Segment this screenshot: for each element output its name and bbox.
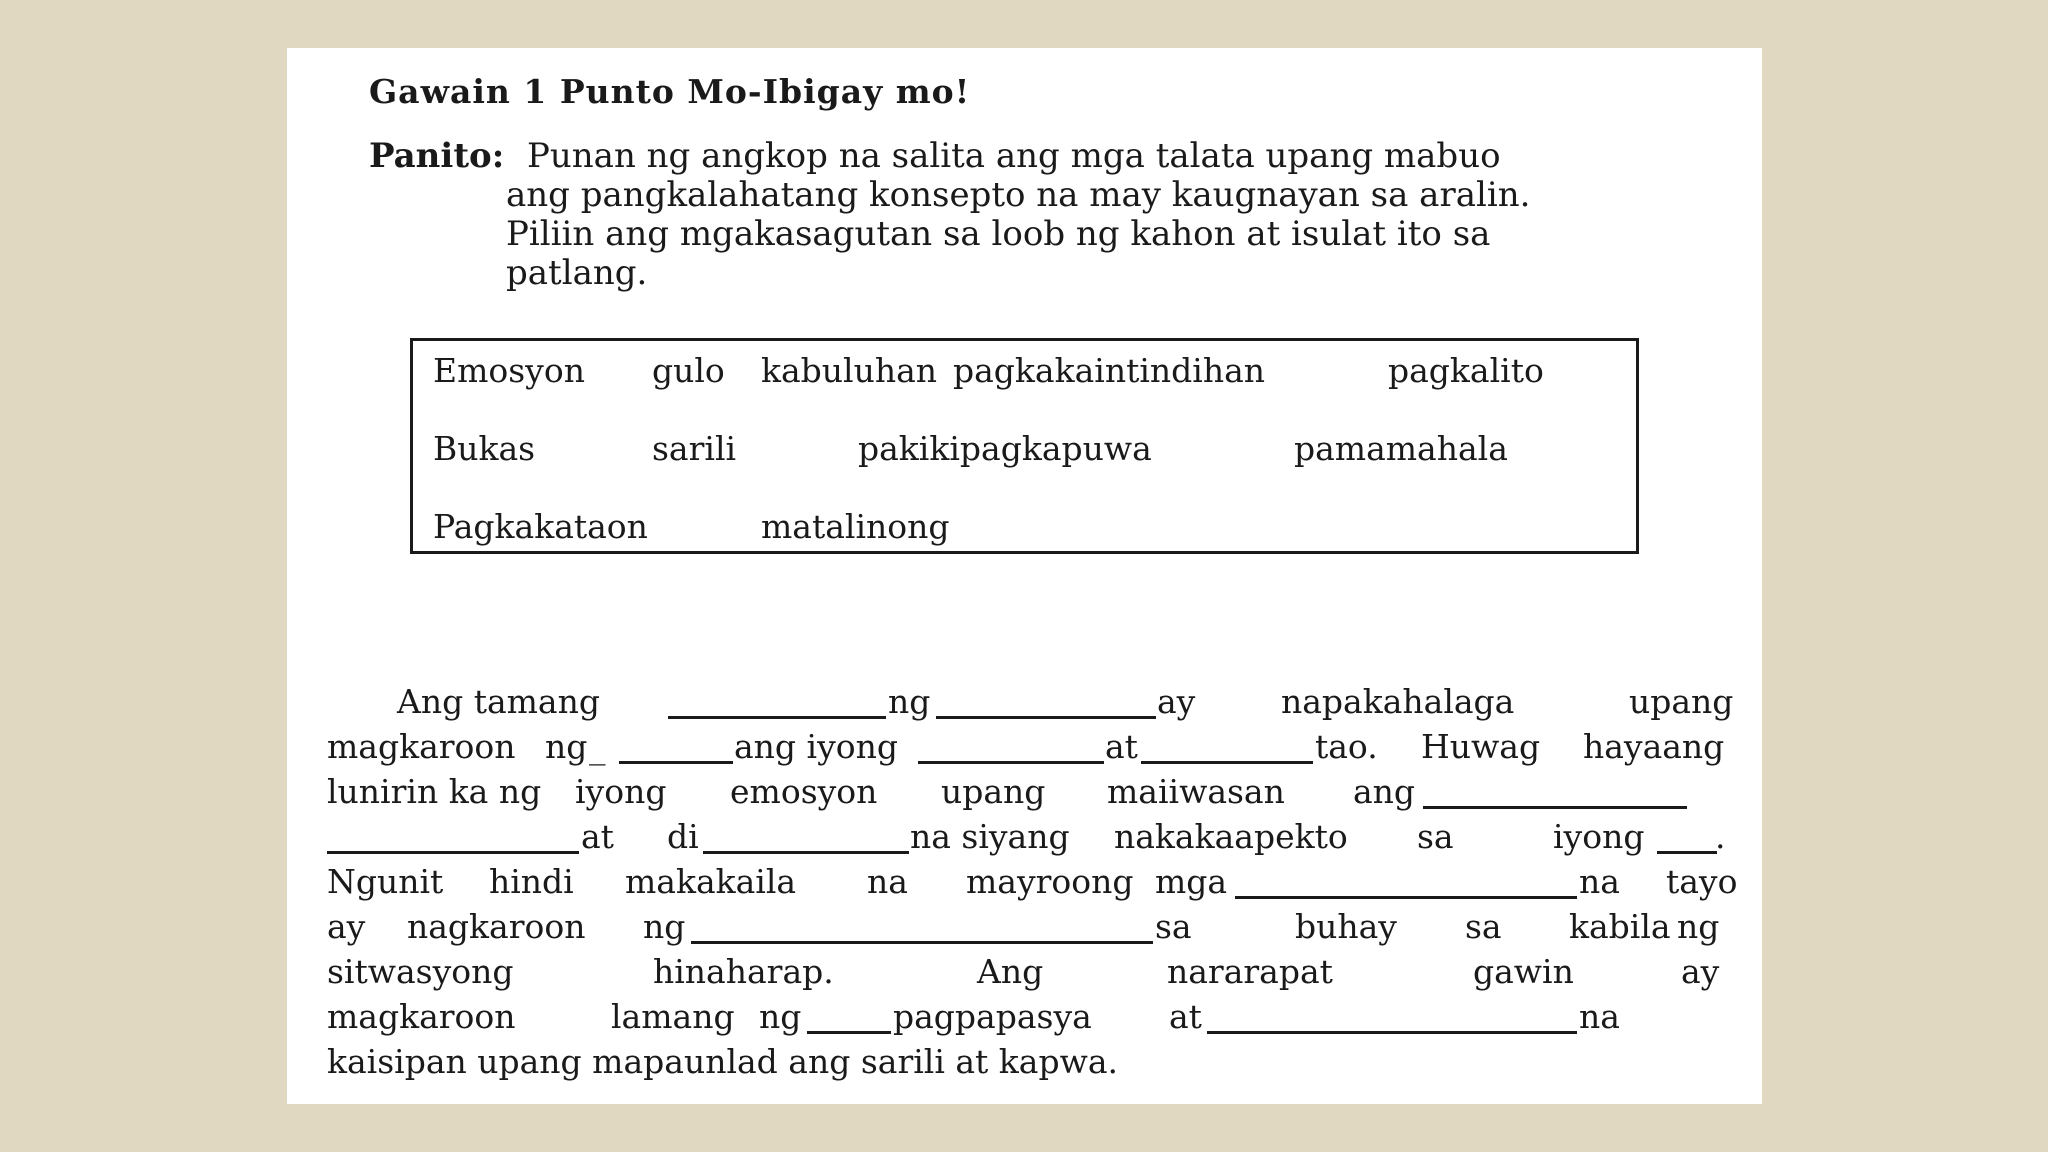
paragraph-text: lunirin ka ng xyxy=(327,772,542,811)
paragraph-line xyxy=(327,772,1725,812)
paragraph-text: sa xyxy=(1417,817,1454,856)
paragraph-text: nagkaroon xyxy=(407,907,586,946)
paragraph-text: sa xyxy=(1155,907,1192,946)
paragraph-text: ay xyxy=(327,907,366,946)
paragraph-text: . xyxy=(1715,817,1726,856)
paragraph-line xyxy=(327,682,1734,722)
answer-blank[interactable] xyxy=(1657,851,1717,854)
word-bank-item: matalinong xyxy=(761,507,950,546)
word-bank-item: gulo xyxy=(652,351,725,390)
paragraph-line xyxy=(327,997,1725,1037)
instructions-label: Panito: xyxy=(369,136,505,176)
worksheet-page xyxy=(287,48,1762,1104)
word-bank-item: kabuluhan xyxy=(761,351,938,390)
paragraph-text: na xyxy=(1579,862,1620,901)
word-bank-item: Pagkakataon xyxy=(433,507,648,546)
paragraph-text: gawin xyxy=(1473,952,1574,991)
paragraph-text: tao. xyxy=(1315,727,1378,766)
paragraph-text: upang xyxy=(941,772,1046,811)
paragraph-text: maiiwasan xyxy=(1107,772,1285,811)
paragraph-text: makakaila xyxy=(625,862,797,901)
paragraph-text: kaisipan upang mapaunlad ang sarili at kapwa. xyxy=(327,1042,1119,1081)
paragraph-line xyxy=(327,952,1725,992)
paragraph-text: iyong xyxy=(575,772,667,811)
answer-blank[interactable] xyxy=(668,716,886,719)
answer-blank[interactable] xyxy=(807,1031,891,1034)
paragraph-text: Ang xyxy=(977,952,1044,991)
paragraph-text: kabila xyxy=(1569,907,1671,946)
answer-blank[interactable] xyxy=(1235,896,1577,899)
paragraph-text: ng xyxy=(643,907,686,946)
paragraph-text: _ xyxy=(589,727,606,766)
paragraph-text: ng xyxy=(545,727,588,766)
paragraph-text: napakahalaga xyxy=(1281,682,1515,721)
paragraph-text: ng xyxy=(888,682,931,721)
answer-blank[interactable] xyxy=(1141,761,1313,764)
paragraph-text: ang xyxy=(1353,772,1416,811)
word-bank-item: pamamahala xyxy=(1294,429,1508,468)
paragraph-text: nakakaapekto xyxy=(1114,817,1348,856)
paragraph-text: na siyang xyxy=(910,817,1070,856)
answer-blank[interactable] xyxy=(918,761,1104,764)
paragraph-line xyxy=(327,727,1725,767)
paragraph-text: hindi xyxy=(489,862,574,901)
answer-blank[interactable] xyxy=(703,851,909,854)
paragraph-text: ang iyong xyxy=(734,727,898,766)
answer-blank[interactable] xyxy=(1207,1031,1577,1034)
paragraph-text: ay xyxy=(1681,952,1720,991)
word-bank-item: Bukas xyxy=(433,429,536,468)
word-bank-item: pagkakaintindihan xyxy=(953,351,1266,390)
paragraph-line xyxy=(327,907,1725,947)
paragraph-text: nararapat xyxy=(1167,952,1333,991)
word-bank-item: pagkalito xyxy=(1388,351,1544,390)
paragraph-text: ng xyxy=(759,997,802,1036)
paragraph-text: sa xyxy=(1465,907,1502,946)
word-bank-box xyxy=(410,338,1639,554)
paragraph-line xyxy=(327,862,1738,902)
paragraph-line xyxy=(327,817,1725,857)
paragraph-text: magkaroon xyxy=(327,727,516,766)
paragraph-text: magkaroon xyxy=(327,997,516,1036)
paragraph-text: sitwasyong xyxy=(327,952,514,991)
paragraph-text: at xyxy=(1169,997,1202,1036)
paragraph-text: pagpapasya xyxy=(893,997,1092,1036)
answer-blank[interactable] xyxy=(1423,806,1687,809)
answer-blank[interactable] xyxy=(619,761,733,764)
paragraph-text: na xyxy=(1579,997,1620,1036)
paragraph-text: Ngunit xyxy=(327,862,444,901)
word-bank-item: sarili xyxy=(652,429,737,468)
paragraph-text: emosyon xyxy=(730,772,878,811)
paragraph-text: mayroong xyxy=(966,862,1134,901)
word-bank-item: pakikipagkapuwa xyxy=(858,429,1152,468)
paragraph-text: ay xyxy=(1157,682,1196,721)
paragraph-line xyxy=(327,1042,1725,1082)
answer-blank[interactable] xyxy=(691,941,1153,944)
paragraph-text: Huwag xyxy=(1421,727,1541,766)
answer-blank[interactable] xyxy=(936,716,1156,719)
paragraph-text: di xyxy=(667,817,699,856)
instructions-line-1: Punan ng angkop na salita ang mga talata upang mabuo xyxy=(527,136,1501,176)
paragraph-text: tayo xyxy=(1666,862,1738,901)
paragraph-text: ng xyxy=(1677,907,1720,946)
activity-title: Gawain 1 Punto Mo-Ibigay mo! xyxy=(369,72,971,111)
answer-blank[interactable] xyxy=(327,851,579,854)
paragraph-text: iyong xyxy=(1553,817,1645,856)
paragraph-text: buhay xyxy=(1295,907,1397,946)
paragraph-text: mga xyxy=(1155,862,1228,901)
paragraph-text: upang xyxy=(1629,682,1734,721)
paragraph-text: lamang xyxy=(611,997,735,1036)
word-bank-item: Emosyon xyxy=(433,351,585,390)
paragraph-text: at xyxy=(581,817,614,856)
paragraph-text: at xyxy=(1105,727,1138,766)
paragraph-text: hayaang xyxy=(1583,727,1725,766)
paragraph-text: hinaharap. xyxy=(653,952,834,991)
instructions-line-2: ang pangkalahatang konsepto na may kaugnayan sa aralin. xyxy=(506,175,1531,215)
paragraph-text: na xyxy=(867,862,908,901)
instructions-line-4: patlang. xyxy=(506,253,648,293)
paragraph-text: Ang tamang xyxy=(397,682,600,721)
instructions-line-3: Piliin ang mgakasagutan sa loob ng kahon at isulat ito sa xyxy=(506,214,1491,254)
